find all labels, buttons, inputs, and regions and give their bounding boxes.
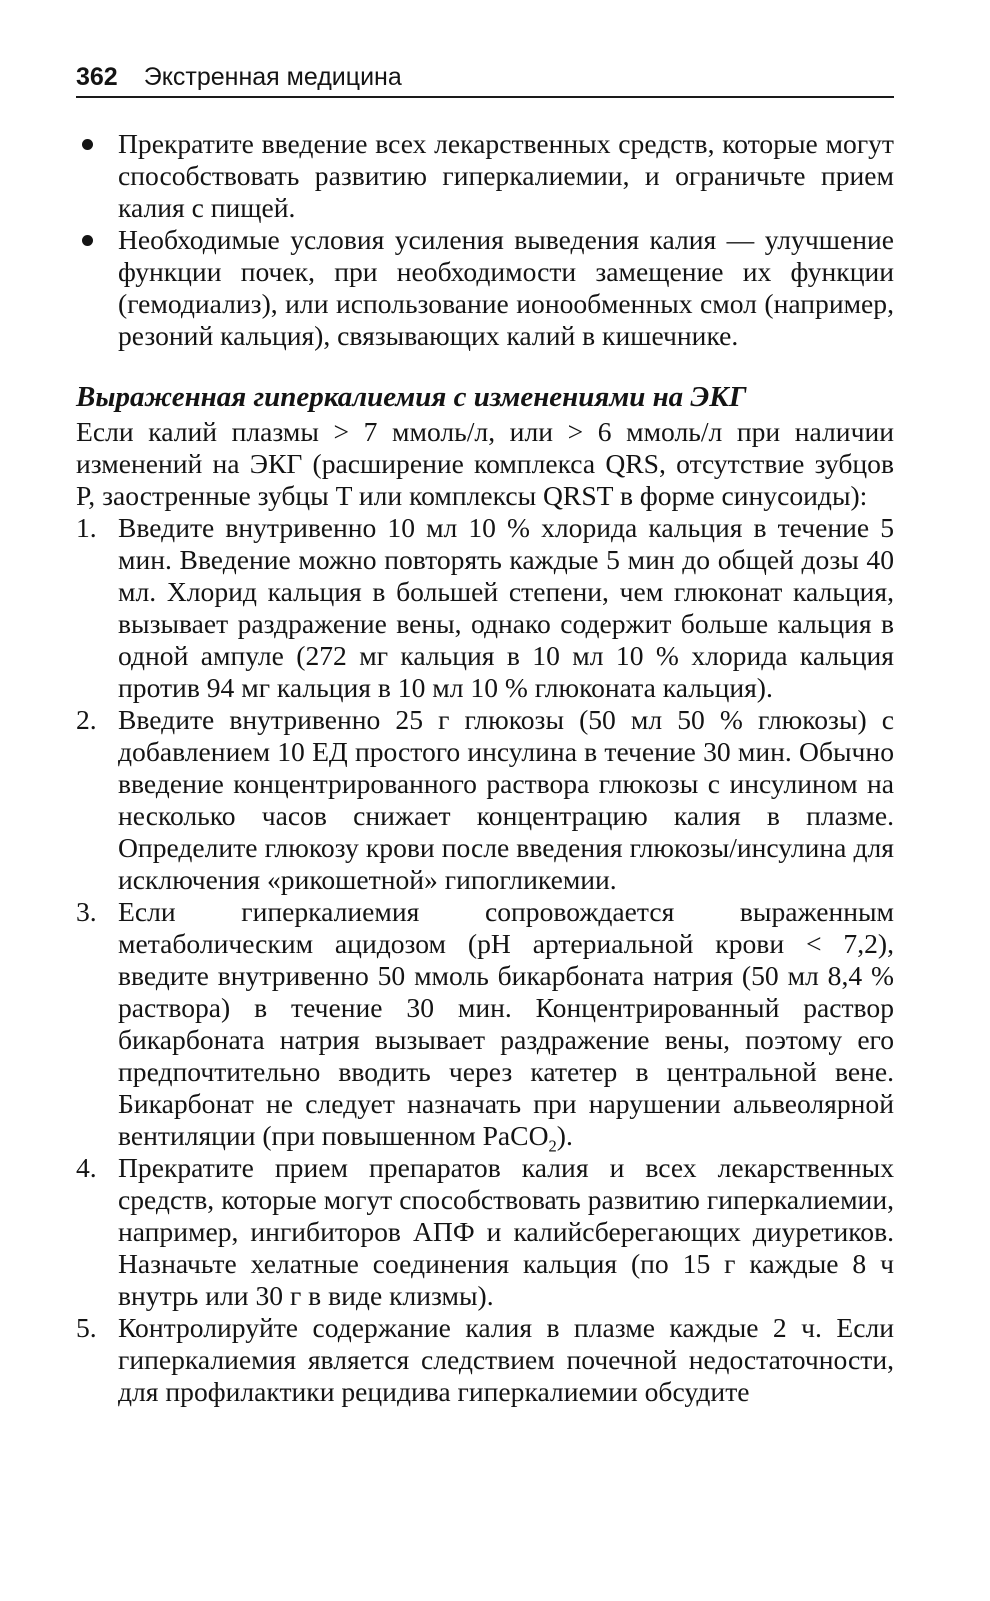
- item-number: 3.: [76, 896, 97, 927]
- item-text-tail: ).: [556, 1120, 573, 1151]
- list-item: [76, 1152, 894, 1312]
- list-item: [76, 512, 894, 704]
- running-title: Экстренная медицина: [143, 63, 402, 91]
- item-text: Контролируйте содержание калия в плазме каждые 2 ч. Если гиперкалиемия является следствием почечной недостаточности, для профилактики рецидива гиперкалиемии обсудите: [118, 1312, 894, 1407]
- item-text: Если гиперкалиемия сопровождается выраженным метаболическим ацидозом (pH артериальной крови < 7,2), введите внутривенно 50 ммоль бикарбоната натрия (50 мл 8,4 % раствора) в течение 30 мин. Концентрированный раствор бикарбоната натрия вызывает раздражение вены, поэтому его предпочтительно вводить через катетер в центральной вене. Бикарбонат не следует назначать при нарушении альвеолярной вентиляции (при повышенном PaCO: [118, 896, 894, 1151]
- item-number: 1.: [76, 512, 97, 543]
- subscript: 2: [548, 1136, 557, 1156]
- item-number: 2.: [76, 704, 97, 735]
- bullet-item: [76, 224, 894, 352]
- running-header: [76, 58, 894, 98]
- item-text: Введите внутривенно 10 мл 10 % хлорида кальция в течение 5 мин. Введение можно повторять каждые 5 мин до общей дозы 40 мл. Хлорид кальция в большей степени, чем глюконат кальция, вызывает раздражение вены, однако содержит больше кальция в одной ампуле (272 мг кальция в 10 мл 10 % хлорида кальция против 94 мг кальция в 10 мл 10 % глюконата кальция).: [118, 512, 894, 703]
- bullet-list: [76, 128, 894, 352]
- item-text: Прекратите прием препаратов калия и всех лекарственных средств, которые могут способствовать развитию гиперкалиемии, например, ингибиторов АПФ и калийсберегающих диуретиков. Назначьте хелатные соединения кальция (по 15 г каждые 8 ч внутрь или 30 г в виде клизмы).: [118, 1152, 894, 1311]
- item-text: Введите внутривенно 25 г глюкозы (50 мл 50 % глюкозы) с добавлением 10 ЕД простого инсулина в течение 30 мин. Обычно введение концентрированного раствора глюкозы с инсулином на несколько часов снижает концентрацию калия в плазме. Определите глюкозу крови после введения глюкозы/инсулина для исключения «рикошетной» гипогликемии.: [118, 704, 894, 895]
- bullet-item: [76, 128, 894, 224]
- item-number: 5.: [76, 1312, 97, 1343]
- list-item: [76, 1312, 894, 1408]
- numbered-list: [76, 512, 894, 1408]
- bullet-text: Прекратите введение всех лекарственных средств, которые могут способствовать развитию гиперкалиемии, и ограничьте прием калия с пищей.: [118, 128, 894, 223]
- section-intro: Если калий плазмы > 7 ммоль/л, или > 6 ммоль/л при наличии изменений на ЭКГ (расширение комплекса QRS, отсутствие зубцов P, заостренные зубцы T или комплексы QRST в форме синусоиды):: [76, 416, 894, 511]
- page-number: 362: [76, 63, 118, 91]
- list-item: [76, 896, 894, 1156]
- list-item: [76, 704, 894, 896]
- book-page: [76, 58, 894, 1408]
- item-number: 4.: [76, 1152, 97, 1183]
- section-heading: Выраженная гиперкалиемия с изменениями на ЭКГ: [76, 381, 747, 413]
- bullet-text: Необходимые условия усиления выведения калия — улучшение функции почек, при необходимости замещение их функции (гемодиализ), или использование ионообменных смол (например, резоний кальция), связывающих калий в кишечнике.: [118, 224, 894, 351]
- bullet-icon: [82, 139, 93, 150]
- bullet-icon: [82, 235, 93, 246]
